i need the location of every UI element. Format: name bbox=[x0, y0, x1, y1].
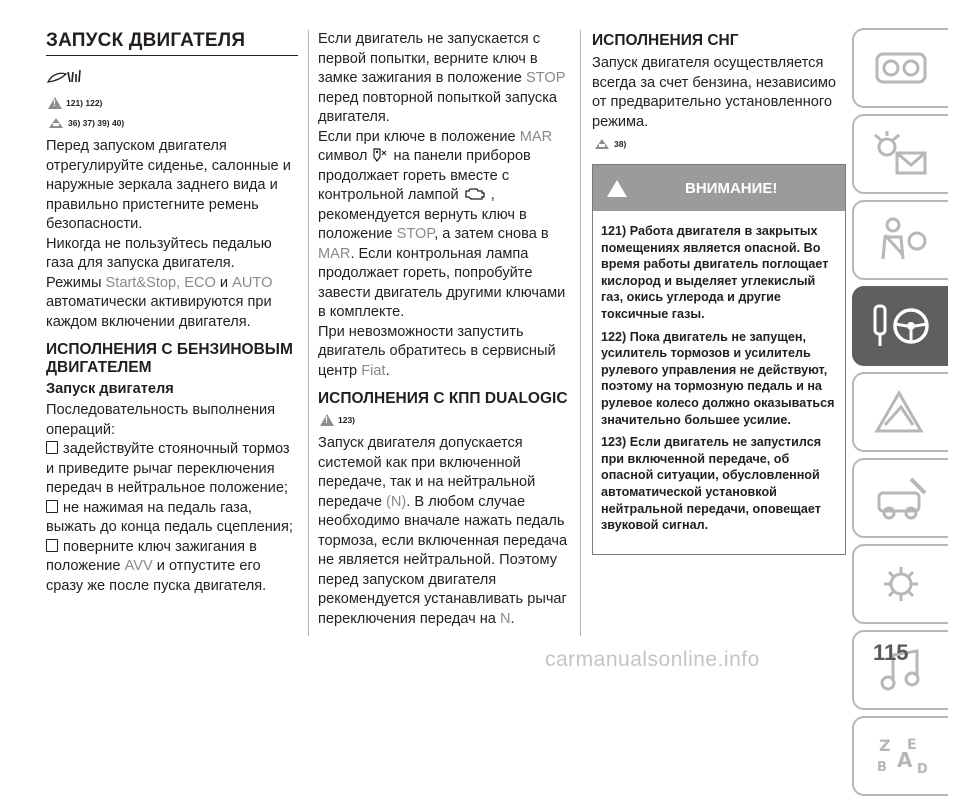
key-position-label: MAR bbox=[519, 128, 553, 145]
chapter-tabs bbox=[852, 28, 948, 802]
warning-title: ВНИМАНИЕ! bbox=[685, 179, 778, 197]
warning-ref bbox=[320, 414, 570, 426]
paragraph bbox=[318, 434, 570, 629]
text: . В любом случае необходимо вначале нажать педаль тормоза, если включенная передача не является нейтральной. Поэтому перед запуском двигателя рекомендуется устанавливать рычаг переключения передач на bbox=[318, 493, 568, 627]
warning-triangle-icon bbox=[320, 414, 334, 426]
tab-dashboard[interactable] bbox=[852, 28, 948, 108]
paragraph: Никогда не пользуйтесь педалью газа для запуска двигателя. bbox=[46, 235, 272, 271]
warning-ref-label: 36) 37) 39) 40) bbox=[68, 118, 125, 128]
warning-ref bbox=[594, 138, 842, 150]
key-position-label: STOP bbox=[396, 226, 435, 242]
page-number: 115 bbox=[873, 640, 909, 665]
technical-data-icon bbox=[871, 559, 931, 609]
text: Запуск двигателя допускается системой как при включенной передаче, так и на нейтральной передаче bbox=[318, 435, 536, 510]
warning-ref-1 bbox=[48, 97, 298, 109]
step-item bbox=[46, 538, 298, 597]
step-item bbox=[46, 499, 298, 538]
text: Режимы bbox=[46, 274, 102, 291]
watermark: carmanualsonline.info bbox=[545, 648, 760, 671]
checkbox-icon bbox=[46, 441, 58, 454]
checkbox-icon bbox=[46, 539, 58, 552]
subheading: Запуск двигателя bbox=[46, 381, 174, 397]
step-text: поверните ключ зажигания в положение bbox=[46, 538, 257, 574]
warning-ref-2 bbox=[48, 117, 298, 129]
checkbox-icon bbox=[46, 500, 58, 513]
warning-item: 122) Пока двигатель не запущен, усилитель тормозов и усилитель рулевого управления не действуют, поэтому на тормозную педаль и на рулевое колесо должно оказываться значительно большее усилие. bbox=[601, 329, 835, 427]
text: При невозможности запустить двигатель обратитесь в сервисный центр bbox=[318, 323, 556, 379]
subsection-title: ИСПОЛНЕНИЯ С БЕНЗИНОВЫМ ДВИГАТЕЛЕМ bbox=[46, 341, 293, 376]
subsection-title: ИСПОЛНЕНИЯ СНГ bbox=[592, 32, 739, 49]
text: Если двигатель не запускается с первой попытки, верните ключ в замке зажигания в положение bbox=[318, 31, 541, 86]
warning-box-header bbox=[593, 165, 845, 211]
text: , рекомендуется вернуть ключ в положение bbox=[318, 187, 527, 242]
svg-text:Z: Z bbox=[879, 736, 891, 755]
car-warning-icon bbox=[594, 138, 610, 150]
key-position-label: STOP bbox=[525, 70, 566, 86]
lights-envelope-icon bbox=[871, 129, 931, 179]
warning-item: 121) Работа двигателя в закрытых помещениях является опасной. Во время работы двигатель поглощает кислород и выделяет углекислый газ, окись углерода и другие токсичные газы. bbox=[601, 224, 829, 321]
gear-label: (N) bbox=[386, 493, 407, 510]
gear-label: N bbox=[499, 610, 511, 627]
column-3 bbox=[592, 30, 842, 555]
warning-item: 123) Если двигатель не запустился при включенной передаче, об опасной ситуации, обусловленной автоматической установкой нейтральной передачи, оповещает звуковой сигнал. bbox=[601, 435, 822, 533]
leaf-eco-icon bbox=[46, 68, 86, 86]
alphabet-index-icon bbox=[871, 731, 931, 781]
text: . bbox=[385, 362, 390, 379]
subsection-title: ИСПОЛНЕНИЯ С КПП DUALOGIC bbox=[318, 390, 568, 407]
text: . Если контрольная лампа продолжает гореть, попробуйте завести двигатель другими ключами в комплекте. bbox=[318, 245, 566, 320]
tab-technical-data[interactable] bbox=[852, 544, 948, 624]
paragraph bbox=[318, 30, 570, 128]
key-position-label: AVV bbox=[124, 558, 153, 574]
car-warning-icon bbox=[48, 117, 64, 129]
tab-index[interactable] bbox=[852, 716, 948, 796]
tab-safety[interactable] bbox=[852, 114, 948, 194]
text: перед повторной попыткой запуска двигателя. bbox=[318, 89, 558, 125]
tab-maintenance[interactable] bbox=[852, 458, 948, 538]
svg-text:D: D bbox=[917, 762, 928, 777]
text: автоматически активируются при каждом включении двигателя. bbox=[46, 294, 272, 330]
paragraph: Последовательность выполнения операций: bbox=[46, 402, 276, 438]
paragraph bbox=[318, 323, 570, 382]
text: Если при ключе в положение bbox=[318, 128, 516, 145]
column-2 bbox=[318, 30, 570, 629]
paragraph: Перед запуском двигателя отрегулируйте сиденье, салонные и наружные зеркала заднего вида и правильно пристегните ремень безопасности. bbox=[46, 138, 291, 232]
svg-text:A: A bbox=[897, 748, 913, 772]
step-text: задействуйте стояночный тормоз и приведите рычаг переключения передач в нейтральное положение; bbox=[46, 441, 290, 496]
mode-label: Start&Stop, ECO bbox=[105, 274, 216, 291]
text: и bbox=[219, 274, 229, 291]
svg-text:E: E bbox=[907, 737, 917, 753]
section-title: ЗАПУСК ДВИГАТЕЛЯ bbox=[46, 30, 298, 56]
warning-box bbox=[592, 164, 846, 555]
mode-label: AUTO bbox=[232, 274, 273, 291]
paragraph bbox=[318, 128, 570, 323]
text: , а затем снова в bbox=[434, 226, 549, 242]
column-1 bbox=[46, 30, 298, 596]
text: на панели приборов продолжает гореть вместе с контрольной лампой bbox=[318, 148, 531, 203]
tab-seatbelt[interactable] bbox=[852, 200, 948, 280]
key-steering-wheel-icon bbox=[869, 300, 933, 352]
warning-triangle-icon bbox=[48, 97, 62, 109]
brand-label: Fiat bbox=[361, 362, 386, 379]
engine-warning-icon bbox=[463, 186, 487, 202]
paragraph: Запуск двигателя осуществляется всегда за счет бензина, независимо от предварительно установленного режима. bbox=[592, 55, 836, 130]
text: . bbox=[510, 610, 515, 627]
warning-triangle-icon bbox=[607, 180, 627, 197]
warning-ref-label: 38) bbox=[614, 139, 627, 149]
tab-starting-driving[interactable] bbox=[852, 286, 948, 366]
emergency-icon bbox=[871, 387, 931, 437]
dashboard-icon bbox=[873, 46, 929, 90]
warning-ref-label: 121) 122) bbox=[66, 98, 103, 108]
svg-text:B: B bbox=[877, 760, 887, 775]
step-text: не нажимая на педаль газа, выжать до конца педаль сцепления; bbox=[46, 499, 293, 535]
step-item bbox=[46, 440, 298, 499]
maintenance-icon bbox=[871, 473, 931, 523]
paragraph bbox=[46, 274, 298, 333]
text: символ bbox=[318, 148, 368, 164]
warning-box-body bbox=[593, 211, 845, 554]
seatbelt-icon bbox=[873, 215, 929, 265]
tab-emergency[interactable] bbox=[852, 372, 948, 452]
step-text: и отпустите его сразу же после пуска двигателя. bbox=[46, 558, 267, 594]
warning-ref-label: 123) bbox=[338, 415, 356, 425]
key-position-label: MAR bbox=[318, 245, 351, 262]
key-symbol-icon bbox=[371, 147, 389, 163]
